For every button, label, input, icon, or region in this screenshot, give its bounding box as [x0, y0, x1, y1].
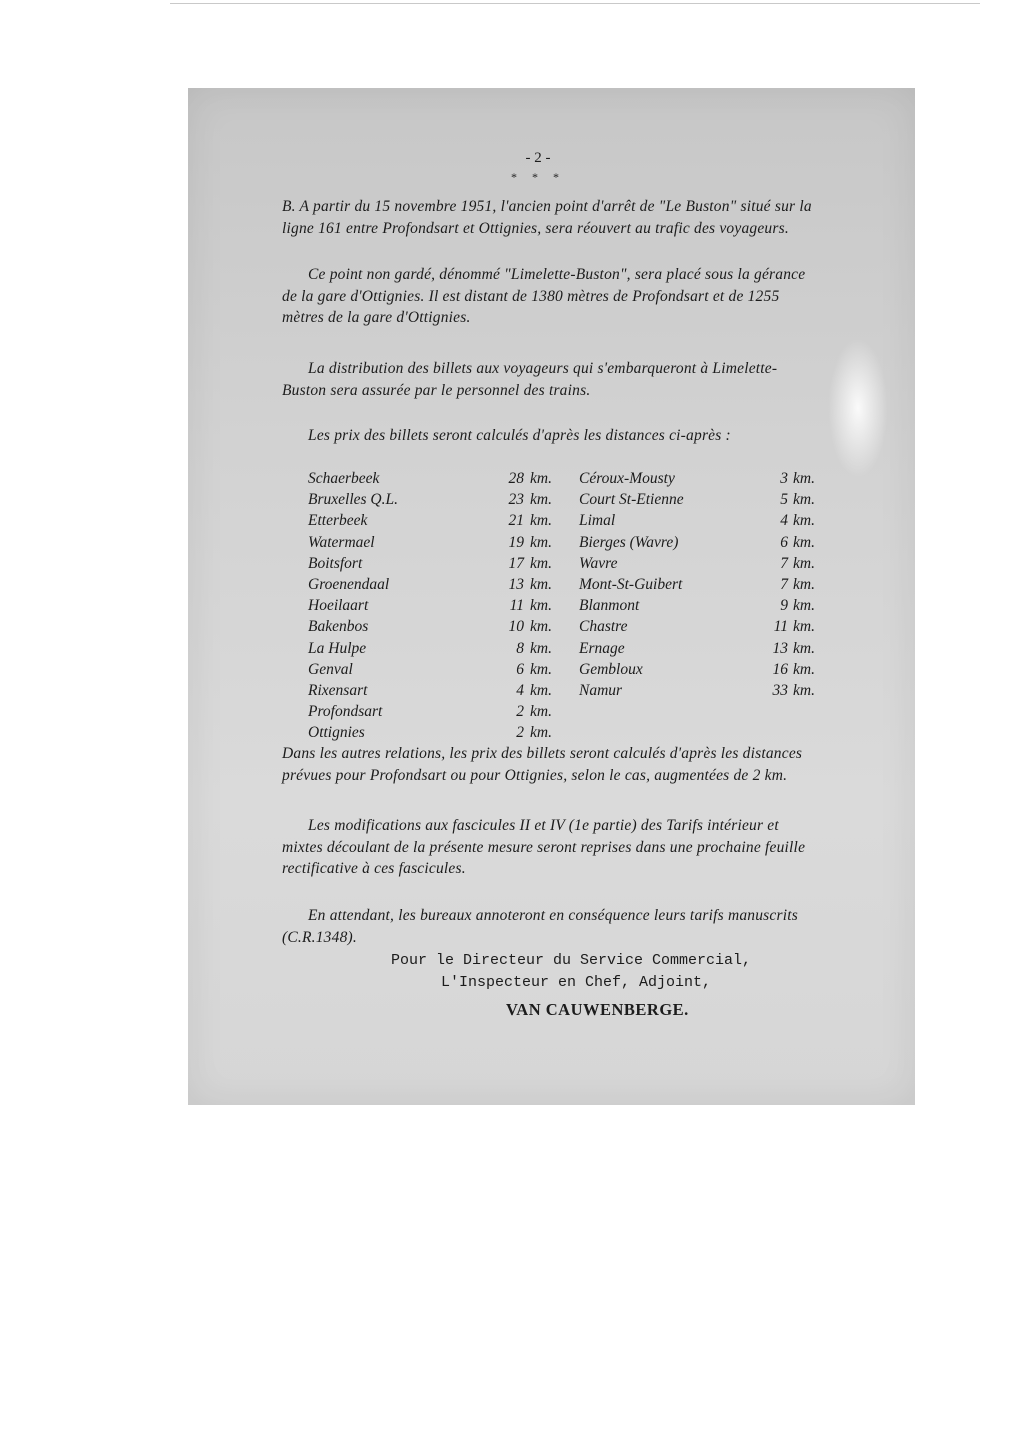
paragraph-modifications: Les modifications aux fascicules II et IV (1e partie) des Tarifs intérieur et mixtes découlant de la présente mesure seront reprises dans une prochaine feuille rectificative à ces fascicules. — [282, 817, 806, 877]
station-name: Gembloux — [579, 660, 643, 678]
table-row — [188, 468, 915, 489]
distance-unit: km. — [530, 597, 552, 615]
separator-stars: * * * — [511, 170, 565, 184]
distance-value: 13 — [508, 576, 524, 593]
station-name: Blanmont — [579, 597, 640, 615]
distance-value: 2 — [516, 724, 524, 742]
distance-unit: km. — [530, 724, 552, 742]
signature-name: VAN CAUWENBERGE. — [506, 1000, 689, 1019]
distance-unit: km. — [530, 682, 552, 699]
station-name: Bakenbos — [308, 618, 369, 636]
distance-unit: km. — [530, 554, 552, 572]
distance-value: 6 — [516, 660, 524, 678]
paragraph-meanwhile: En attendant, les bureaux annoteront en conséquence leurs tarifs manuscrits (C.R.1348). — [282, 907, 798, 946]
distance-unit: km. — [793, 660, 815, 678]
station-name: Céroux-Mousty — [579, 470, 675, 487]
station-name: Boitsfort — [308, 554, 363, 572]
station-name: Groenendaal — [308, 576, 390, 593]
distance-value: 13 — [772, 639, 788, 657]
station-name: Chastre — [579, 618, 628, 636]
distance-unit: km. — [530, 533, 552, 551]
distance-value: 4 — [516, 682, 524, 699]
distance-value: 7 — [780, 554, 788, 572]
distance-value: 7 — [780, 576, 788, 593]
table-row — [188, 659, 915, 680]
paragraph-management: Ce point non gardé, dénommé "Limelette-Buston", sera placé sous la gérance de la gare d'Ottignies. Il est distant de 1380 mètres de Profondsart et de 1255 mètres de la gare d'Ottignies. — [282, 266, 806, 326]
distance-unit: km. — [530, 639, 552, 657]
signature-line-director: Pour le Directeur du Service Commercial, — [391, 952, 752, 969]
table-row — [188, 595, 915, 616]
station-name: Court St-Etienne — [579, 491, 684, 509]
distance-unit: km. — [530, 576, 552, 593]
distance-value: 10 — [508, 618, 524, 636]
station-name: Bruxelles Q.L. — [308, 491, 398, 509]
paragraph-other-relations: Dans les autres relations, les prix des billets seront calculés d'après les distances prévues pour Profondsart ou pour Ottignies, selon le cas, augmentées de 2 km. — [282, 745, 803, 784]
distance-unit: km. — [530, 491, 552, 509]
distance-unit: km. — [530, 703, 552, 721]
distance-value: 5 — [780, 491, 788, 509]
distance-value: 9 — [780, 597, 788, 615]
table-row — [188, 532, 915, 553]
distance-unit: km. — [793, 512, 815, 530]
document-content — [188, 88, 915, 1105]
distance-unit: km. — [793, 576, 815, 593]
distance-unit: km. — [793, 639, 815, 657]
station-name: Ernage — [579, 639, 625, 657]
distance-value: 19 — [508, 533, 524, 551]
station-name: Rixensart — [308, 682, 368, 699]
distance-value: 4 — [780, 512, 788, 530]
distance-unit: km. — [793, 470, 815, 487]
table-row — [188, 722, 915, 743]
distance-unit: km. — [793, 597, 815, 615]
paragraph-prices-intro: Les prix des billets seront calculés d'après les distances ci-après : — [308, 427, 731, 444]
distance-unit: km. — [793, 533, 815, 551]
station-name: Mont-St-Guibert — [579, 576, 683, 593]
distance-value: 21 — [508, 512, 524, 530]
signature-line-inspector: L'Inspecteur en Chef, Adjoint, — [441, 974, 712, 991]
distance-value: 2 — [516, 703, 524, 721]
station-name: Hoeilaart — [308, 597, 369, 615]
station-name: Limal — [579, 512, 616, 530]
distance-value: 6 — [780, 533, 788, 551]
station-name: Wavre — [579, 554, 618, 572]
distance-value: 16 — [772, 660, 788, 678]
distance-unit: km. — [793, 618, 815, 636]
station-name: Namur — [579, 682, 623, 699]
distance-value: 11 — [773, 618, 788, 636]
station-name: Schaerbeek — [308, 470, 380, 487]
document-page — [188, 88, 915, 1105]
top-edge-line — [170, 3, 980, 4]
station-name: Genval — [308, 660, 353, 678]
table-row — [188, 680, 915, 701]
distance-value: 11 — [509, 597, 524, 615]
table-row — [188, 553, 915, 574]
distance-value: 23 — [508, 491, 524, 509]
station-name: La Hulpe — [308, 639, 367, 657]
table-row — [188, 638, 915, 659]
distance-unit: km. — [530, 618, 552, 636]
distance-unit: km. — [793, 682, 815, 699]
distance-value: 33 — [772, 682, 788, 699]
distance-value: 8 — [516, 639, 524, 657]
station-name: Bierges (Wavre) — [579, 533, 679, 551]
distance-unit: km. — [530, 660, 552, 678]
station-name: Ottignies — [308, 724, 365, 742]
table-row — [188, 616, 915, 637]
station-name: Profondsart — [308, 703, 383, 721]
table-row — [188, 510, 915, 531]
distance-unit: km. — [793, 554, 815, 572]
distance-value: 3 — [780, 470, 788, 487]
distance-value: 17 — [508, 554, 524, 572]
paragraph-reopening: B. A partir du 15 novembre 1951, l'ancien point d'arrêt de "Le Buston" situé sur la ligne 161 entre Profondsart et Ottignies, sera réouvert au trafic des voyageurs. — [282, 198, 812, 237]
distance-unit: km. — [793, 491, 815, 509]
distance-unit: km. — [530, 512, 552, 530]
page-number: - 2 - — [525, 150, 551, 166]
table-row — [188, 574, 915, 595]
station-name: Watermael — [308, 533, 375, 551]
station-name: Etterbeek — [308, 512, 368, 530]
table-row — [188, 489, 915, 510]
distance-value: 28 — [508, 470, 524, 487]
table-row — [188, 701, 915, 722]
paragraph-ticket-distribution: La distribution des billets aux voyageurs qui s'embarqueront à Limelette-Buston sera assurée par le personnel des trains. — [282, 360, 778, 399]
distance-unit: km. — [530, 470, 552, 487]
